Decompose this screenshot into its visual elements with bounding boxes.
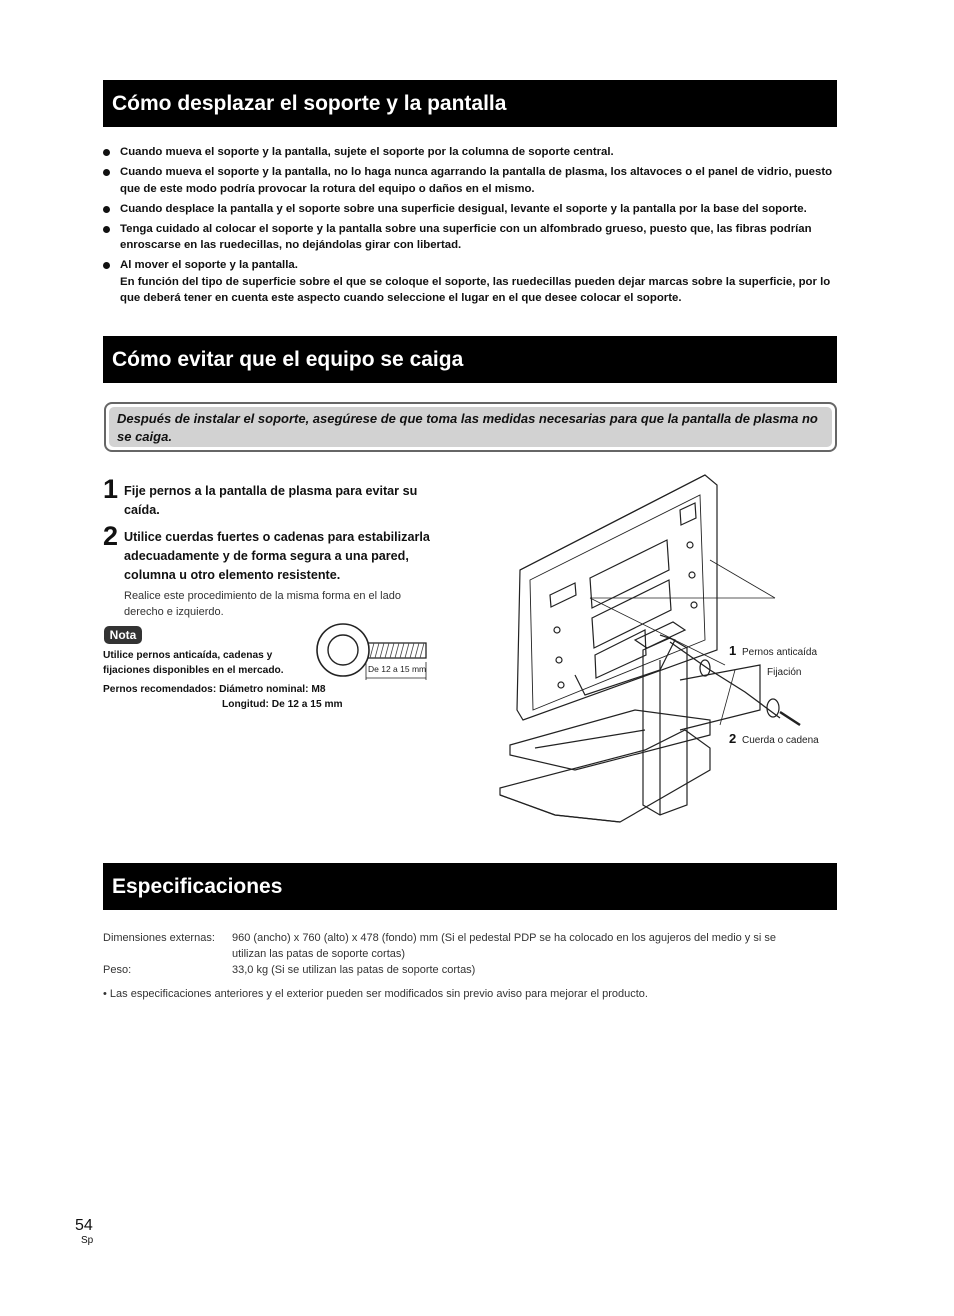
figure-label-fixing: Fijación: [767, 667, 802, 678]
bullet-icon: [103, 149, 110, 156]
step-number: 1: [103, 474, 119, 504]
warning-text: Después de instalar el soporte, asegúrese de que toma las medidas necesarias para que la pantalla de plasma no se caiga.: [109, 407, 832, 447]
section-title-specs: Especificaciones: [103, 863, 837, 910]
bullet-icon: [103, 169, 110, 176]
spec-footnote: • Las especificaciones anteriores y el exterior pueden ser modificados sin previo aviso para mejorar el producto.: [103, 988, 648, 1000]
list-item: Cuando mueva el soporte y la pantalla, sujete el soporte por la columna de soporte central.: [103, 144, 839, 161]
note-length: Longitud: De 12 a 15 mm: [222, 699, 343, 710]
figure-label-number: 2: [729, 731, 737, 746]
warning-box: [104, 402, 837, 452]
note-recommended: Pernos recomendados: Diámetro nominal: M8: [103, 684, 326, 695]
figure-label-bolts: Pernos anticaída: [742, 647, 818, 658]
note-badge: Nota: [104, 626, 142, 644]
step-text: Fije pernos a la pantalla de plasma para evitar su caída.: [124, 484, 418, 517]
list-item: Al mover el soporte y la pantalla. En función del tipo de superficie sobre el que se coloque el soporte, las ruedecillas pueden dejar marcas sobre la superficie, por lo que deberá tener en cuenta este aspecto cuando seleccione el lugar en el que desee colocar el soporte.: [103, 257, 839, 307]
page-number: 54: [75, 1217, 93, 1234]
spec-value-weight: 33,0 kg (Si se utilizan las patas de soporte cortas): [232, 964, 476, 976]
section-title-move: Cómo desplazar el soporte y la pantalla: [103, 80, 837, 127]
bullet-icon: [103, 262, 110, 269]
figure-label-cord: Cuerda o cadena: [742, 735, 819, 746]
list-item: Cuando desplace la pantalla y el soporte sobre una superficie desigual, levante el soporte y la pantalla por la base del soporte.: [103, 201, 839, 218]
step-number: 2: [103, 521, 119, 551]
step-note: Realice este procedimiento de la misma forma en el lado derecho e izquierdo.: [124, 590, 401, 618]
move-bullet-list: [103, 144, 839, 310]
figure-label-number: 1: [729, 643, 737, 658]
eye-bolt-icon: [308, 618, 438, 686]
step-text: Utilice cuerdas fuertes o cadenas para estabilizarla adecuadamente y de forma segura a una pared, columna u otro elemento resistente.: [124, 530, 430, 582]
list-item: Cuando mueva el soporte y la pantalla, no lo haga nunca agarrando la pantalla de plasma, los altavoces o el panel de vidrio, puesto que de este modo podría provocar la rotura del equipo o daños en el mismo.: [103, 164, 839, 197]
spec-label-weight: Peso:: [103, 964, 132, 976]
bullet-icon: [103, 206, 110, 213]
section-title-fall: Cómo evitar que el equipo se caiga: [103, 336, 837, 383]
bullet-icon: [103, 226, 110, 233]
spec-value-dimensions: 960 (ancho) x 760 (alto) x 478 (fondo) mm (Si el pedestal PDP se ha colocado en los agujeros del medio y si se utilizan las patas de soporte cortas): [232, 932, 776, 960]
spec-label-dimensions: Dimensiones externas:: [103, 932, 215, 944]
note-line: Utilice pernos anticaída, cadenas y fijaciones disponibles en el mercado.: [103, 650, 284, 676]
bolt-dimension-label: De 12 a 15 mm: [368, 664, 427, 674]
list-item: Tenga cuidado al colocar el soporte y la pantalla sobre una superficie con un alfombrado grueso, puesto que, las fibras podrían enroscarse en las ruedecillas, no dejándolas girar con libertad.: [103, 221, 839, 254]
page-language: Sp: [81, 1235, 94, 1246]
